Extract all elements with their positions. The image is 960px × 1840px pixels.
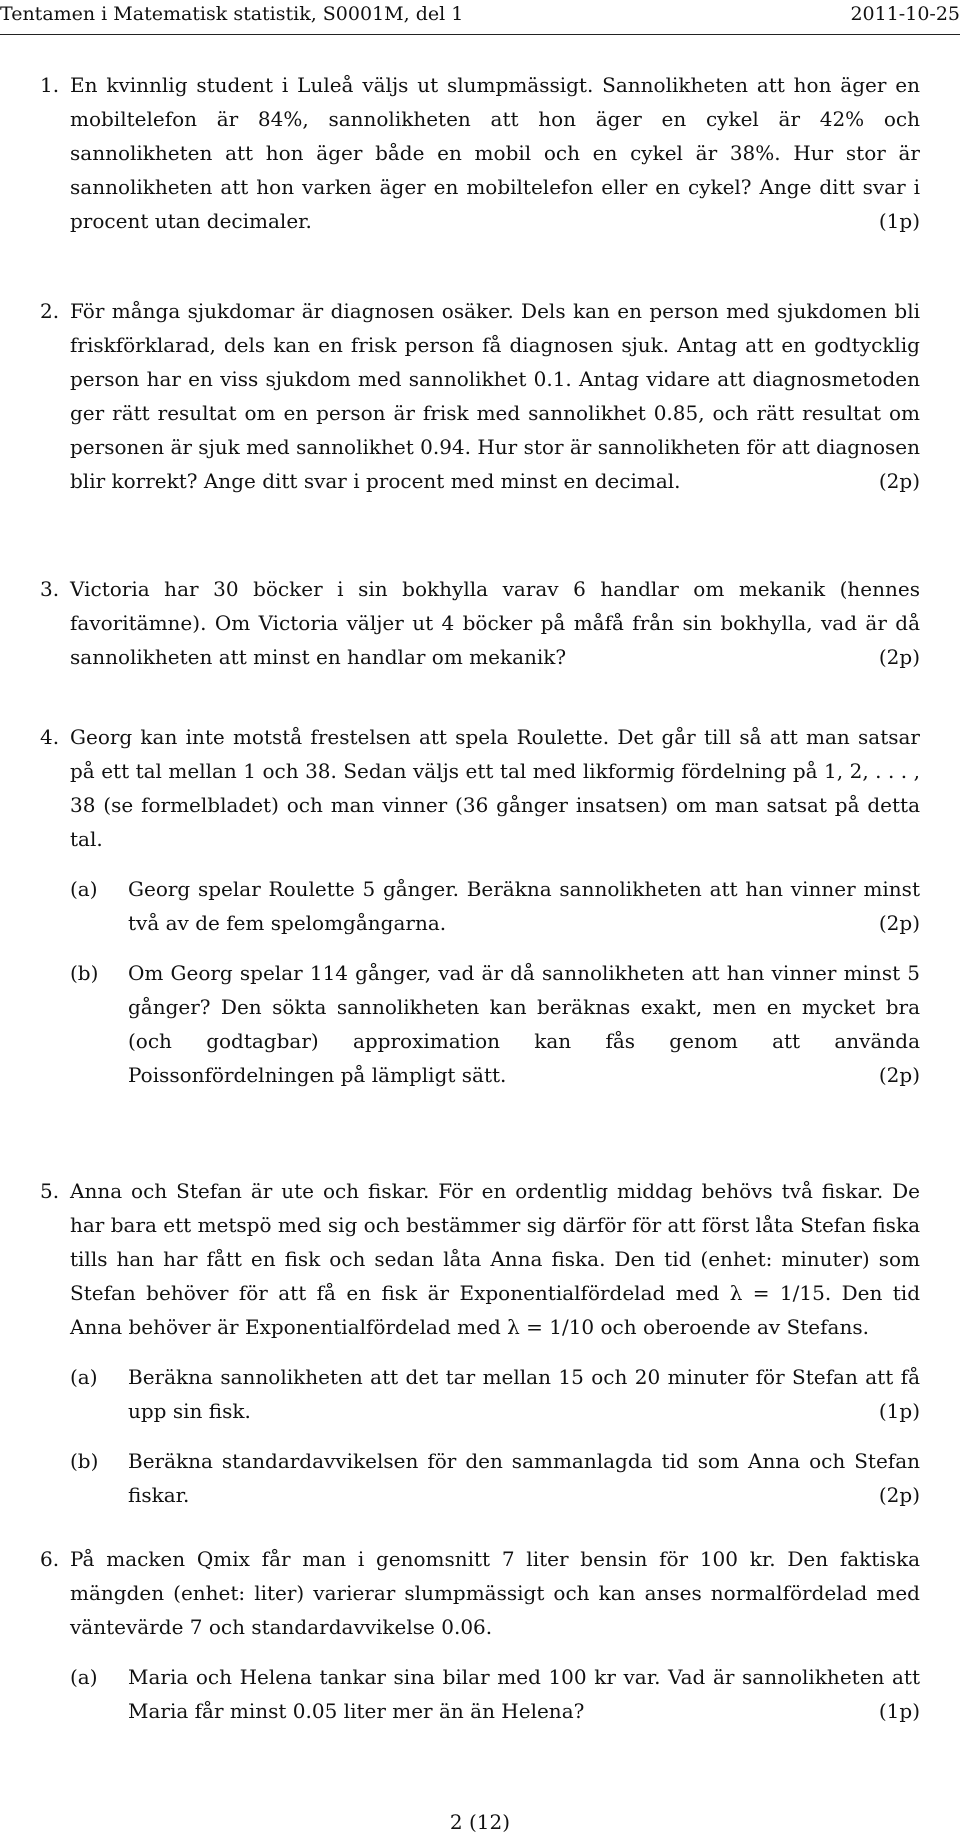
page-number: 2 (12): [449, 1810, 511, 1834]
problem-number: 3.: [40, 577, 60, 601]
problem-number: 4.: [40, 725, 60, 749]
subproblem-label: (a): [70, 1665, 98, 1689]
problem-6: [40, 1542, 920, 1728]
problem-text: En kvinnlig student i Luleå väljs ut slumpmässigt. Sannolikheten att hon äger en mobiltelefon är 84%, sannolikheten att hon äger en cykel är 42% och sannolikheten att hon äger både en mobil och en cykel är 38%. Hur stor är sannolikheten att hon varken äger en mobiltelefon eller en cykel? Ange ditt svar i procent utan decimaler.: [70, 73, 920, 233]
subproblem-b: [70, 1444, 920, 1512]
problem-1: [40, 68, 920, 238]
problem-text: För många sjukdomar är diagnosen osäker. Dels kan en person med sjukdomen bli friskförklarad, dels kan en frisk person få diagnosen sjuk. Antag att en godtycklig person har en viss sjukdom med sannolikhet 0.1. Antag vidare att diagnosmetoden ger rätt resultat om en person är frisk med sannolikhet 0.85, och rätt resultat om personen är sjuk med sannolikhet 0.94. Hur stor är sannolikheten för att diagnosen blir korrekt? Ange ditt svar i procent med minst en decimal.: [70, 299, 920, 493]
subproblem-b: [70, 956, 920, 1092]
subproblem-text: Georg spelar Roulette 5 gånger. Beräkna sannolikheten att han vinner minst två av de fem spelomgångarna.: [128, 877, 920, 935]
problem-points: (2p): [878, 469, 920, 493]
subproblem-text-block: [128, 1660, 920, 1728]
problem-5: [40, 1174, 920, 1512]
subproblem-label: (b): [70, 1449, 99, 1473]
subproblem-a: [70, 1360, 920, 1428]
problem-number: 6.: [40, 1547, 60, 1571]
problem-text-block: [70, 720, 920, 856]
subproblem-points: (2p): [878, 1063, 920, 1087]
subproblem-text: Beräkna sannolikheten att det tar mellan 15 och 20 minuter för Stefan att få upp sin fisk.: [128, 1365, 920, 1423]
subproblem-text-block: [128, 1360, 920, 1428]
exam-date: 2011-10-25: [850, 3, 960, 25]
problem-text: Victoria har 30 böcker i sin bokhylla varav 6 handlar om mekanik (hennes favoritämne). Om Victoria väljer ut 4 böcker på måfå från sin bokhylla, vad är då sannolikheten att minst en handlar om mekanik?: [70, 577, 920, 669]
problem-text-block: [70, 294, 920, 498]
problem-number: 1.: [40, 73, 60, 97]
subproblem-text-block: [128, 1444, 920, 1512]
subproblem-text: Maria och Helena tankar sina bilar med 100 kr var. Vad är sannolikheten att Maria får minst 0.05 liter mer än än Helena?: [128, 1665, 920, 1723]
subproblem-points: (1p): [878, 1699, 920, 1723]
page-header: [0, 0, 960, 30]
subproblem-text-block: [128, 956, 920, 1092]
problem-text: På macken Qmix får man i genomsnitt 7 liter bensin för 100 kr. Den faktiska mängden (enhet: liter) varierar slumpmässigt och kan anses normalfördelad med väntevärde 7 och standardavvikelse 0.06.: [70, 1547, 920, 1639]
subproblem-points: (1p): [878, 1399, 920, 1423]
problem-number: 2.: [40, 299, 60, 323]
problem-points: (1p): [878, 209, 920, 233]
problem-text-block: [70, 1542, 920, 1644]
problem-2: [40, 294, 920, 498]
problem-3: [40, 572, 920, 674]
problem-points: (2p): [878, 645, 920, 669]
subproblem-label: (a): [70, 1365, 98, 1389]
subproblem-text: Om Georg spelar 114 gånger, vad är då sannolikheten att han vinner minst 5 gånger? Den sökta sannolikheten kan beräknas exakt, men en mycket bra (och godtagbar) approximation kan fås genom att använda Poissonfördelningen på lämpligt sätt.: [128, 961, 920, 1087]
problem-4: [40, 720, 920, 1092]
problem-text: Georg kan inte motstå frestelsen att spela Roulette. Det går till så att man satsar på ett tal mellan 1 och 38. Sedan väljs ett tal med likformig fördelning på 1, 2, . . . , 38 (se formelbladet) och man vinner (36 gånger insatsen) om man satsat på detta tal.: [70, 725, 920, 851]
problem-text-block: [70, 68, 920, 238]
problem-text-block: [70, 1174, 920, 1344]
subproblem-label: (b): [70, 961, 99, 985]
subproblem-a: [70, 872, 920, 940]
exam-title: Tentamen i Matematisk statistik, S0001M, del 1: [0, 3, 464, 25]
problem-text: Anna och Stefan är ute och fiskar. För en ordentlig middag behövs två fiskar. De har bara ett metspö med sig och bestämmer sig därför för att först låta Stefan fiska tills han har fått en fisk och sedan låta Anna fiska. Den tid (enhet: minuter) som Stefan behöver för att få en fisk är Exponentialfördelad med λ = 1/15. Den tid Anna behöver är Exponentialfördelad med λ = 1/10 och oberoende av Stefans.: [70, 1179, 920, 1339]
subproblem-label: (a): [70, 877, 98, 901]
subproblem-text: Beräkna standardavvikelsen för den sammanlagda tid som Anna och Stefan fiskar.: [128, 1449, 920, 1507]
problem-number: 5.: [40, 1179, 60, 1203]
subproblem-points: (2p): [878, 911, 920, 935]
problem-text-block: [70, 572, 920, 674]
subproblem-text-block: [128, 872, 920, 940]
subproblem-points: (2p): [878, 1483, 920, 1507]
subproblem-a: [70, 1660, 920, 1728]
header-rule: [0, 34, 960, 35]
